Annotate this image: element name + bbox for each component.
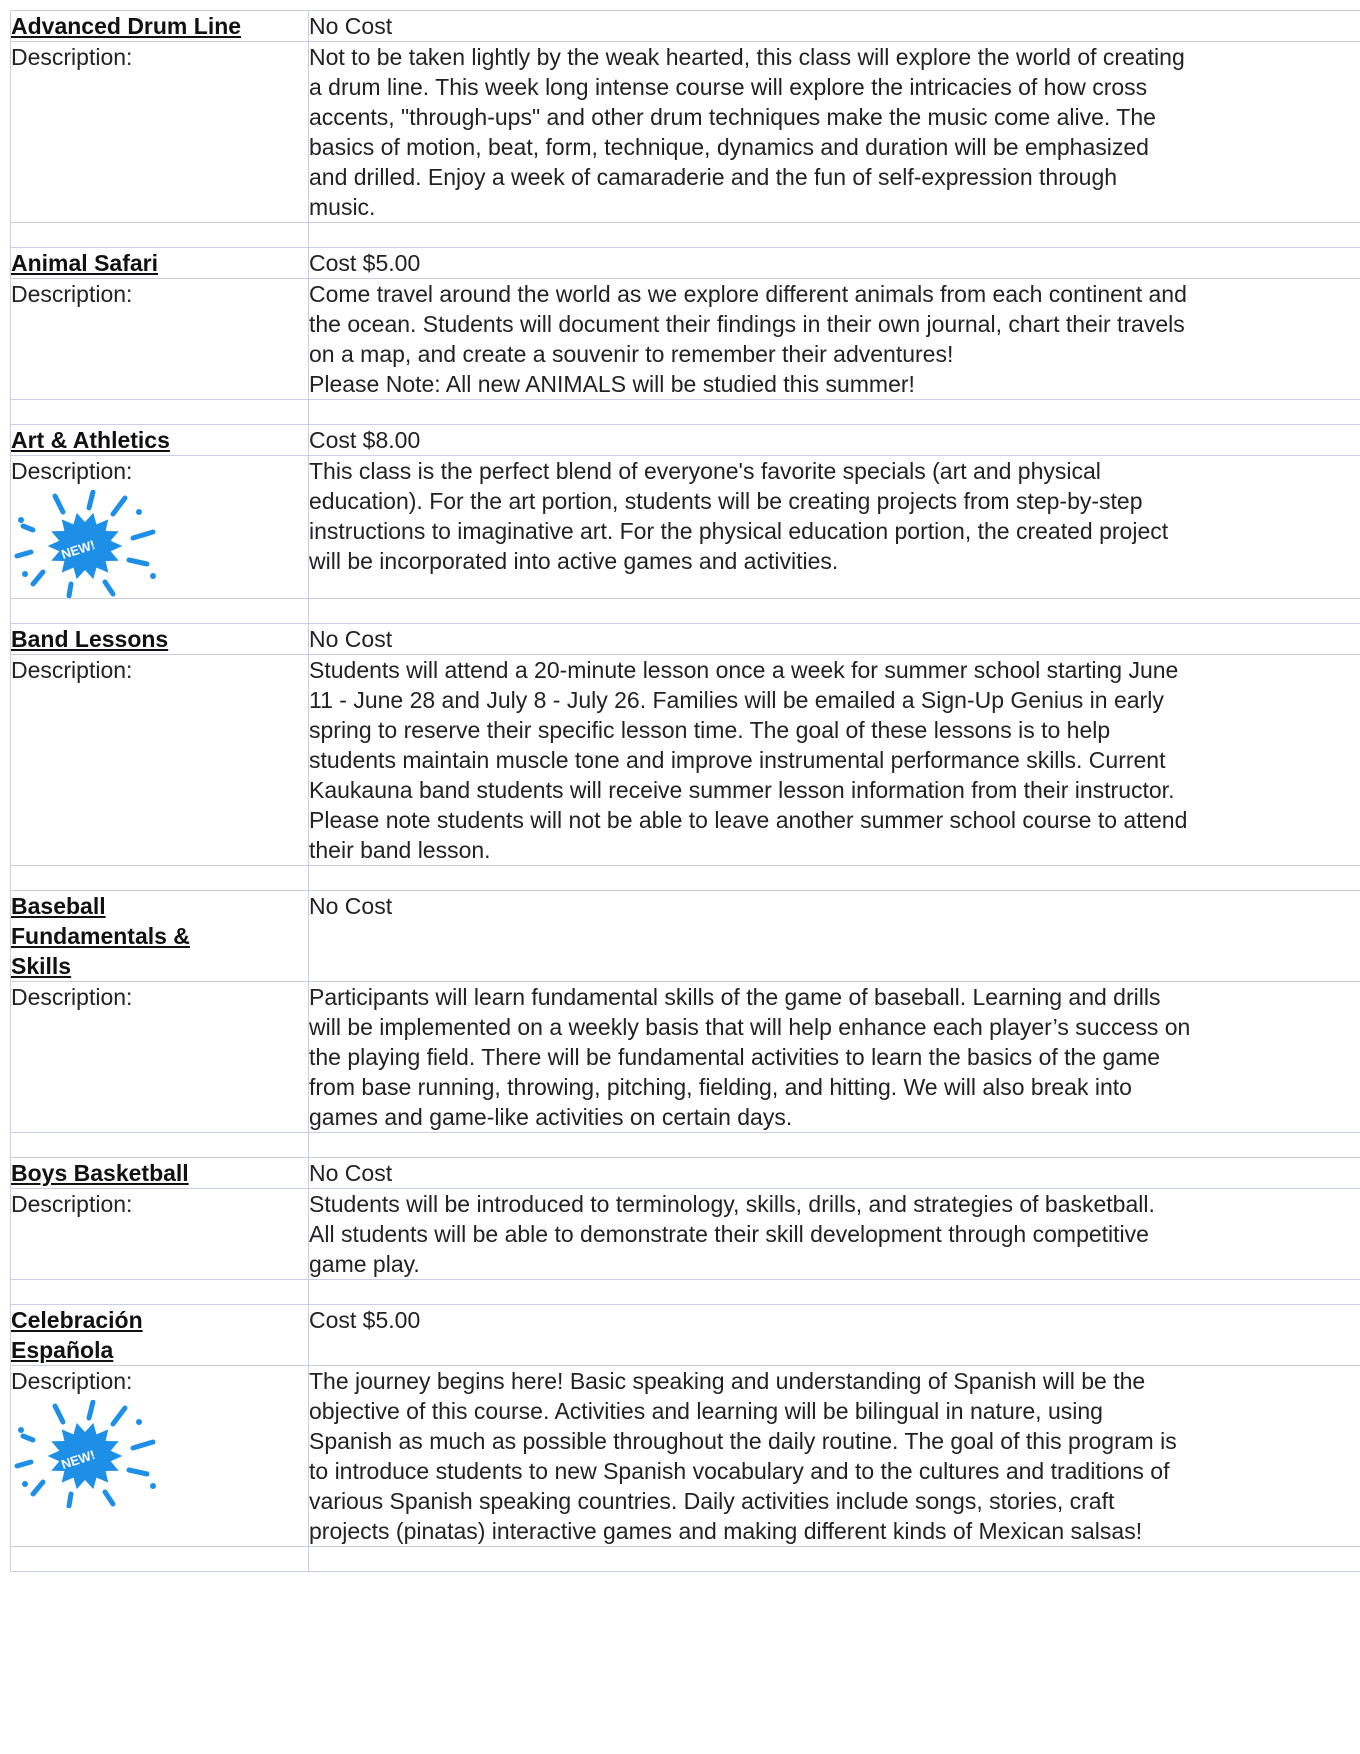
course-title-link[interactable]: Baseball (11, 893, 106, 919)
description-line: All students will be able to demonstrate their skill development through competitive (309, 1221, 1149, 1247)
course-cost: Cost $5.00 (309, 248, 1360, 279)
spacer-cell (11, 599, 309, 624)
description-label: Description: (11, 1368, 133, 1394)
description-line: Not to be taken lightly by the weak hearted, this class will explore the world of creating (309, 44, 1185, 70)
spacer-cell (11, 866, 309, 891)
course-header-row (11, 11, 1360, 42)
description-line: basics of motion, beat, form, technique, dynamics and duration will be emphasized (309, 134, 1149, 160)
course-title-cell (11, 1158, 309, 1189)
description-line: Students will be introduced to terminology, skills, drills, and strategies of basketball. (309, 1191, 1155, 1217)
spacer-row (11, 1280, 1360, 1305)
spacer-cell (11, 1133, 309, 1158)
course-description (309, 982, 1360, 1133)
description-label-cell (11, 456, 309, 599)
description-line: students maintain muscle tone and improve instrumental performance skills. Current (309, 747, 1166, 773)
course-title-cell (11, 11, 309, 42)
description-line: education). For the art portion, students will be creating projects from step-by-step (309, 488, 1143, 514)
course-cost: No Cost (309, 1158, 1360, 1189)
course-description-row (11, 279, 1360, 400)
spacer-cell (11, 223, 309, 248)
course-header-row (11, 891, 1360, 982)
description-line: to introduce students to new Spanish vocabulary and to the cultures and traditions of (309, 1458, 1170, 1484)
course-cost: No Cost (309, 624, 1360, 655)
spacer-row (11, 1133, 1360, 1158)
description-line: spring to reserve their specific lesson time. The goal of these lessons is to help (309, 717, 1111, 743)
description-label-cell (11, 982, 309, 1133)
description-line: the playing field. There will be fundamental activities to learn the basics of the game (309, 1044, 1161, 1070)
spacer-cell (11, 1547, 309, 1572)
course-description-row (11, 456, 1360, 599)
description-label-cell (11, 1189, 309, 1280)
course-title-cell (11, 1305, 309, 1366)
description-label-cell (11, 279, 309, 400)
spacer-row (11, 1547, 1360, 1572)
course-title-cell (11, 891, 309, 982)
description-line: and drilled. Enjoy a week of camaraderie and the fun of self-expression through (309, 164, 1118, 190)
description-line: Spanish as much as possible throughout the daily routine. The goal of this program is (309, 1428, 1177, 1454)
description-line: games and game-like activities on certain days. (309, 1104, 793, 1130)
course-title-link[interactable]: Advanced Drum Line (11, 13, 242, 39)
description-line: will be incorporated into active games and activities. (309, 548, 839, 574)
course-header-row (11, 1158, 1360, 1189)
course-description (309, 42, 1360, 223)
course-description (309, 655, 1360, 866)
course-cost: Cost $5.00 (309, 1305, 1360, 1366)
course-description (309, 456, 1360, 599)
course-table (10, 10, 1360, 1572)
course-catalog (10, 10, 1360, 1572)
course-title-link[interactable]: Boys Basketball (11, 1160, 189, 1186)
spacer-row (11, 866, 1360, 891)
description-label-cell (11, 1366, 309, 1547)
description-line: the ocean. Students will document their findings in their own journal, chart their travels (309, 311, 1185, 337)
description-label: Description: (11, 458, 133, 484)
course-title-link[interactable]: Celebración (11, 1307, 143, 1333)
course-title-link[interactable]: Band Lessons (11, 626, 169, 652)
course-title-link[interactable]: Fundamentals & (11, 923, 190, 949)
course-title-cell (11, 624, 309, 655)
course-description-row (11, 655, 1360, 866)
spacer-cell (309, 400, 1360, 425)
spacer-cell (309, 866, 1360, 891)
description-line: a drum line. This week long intense course will explore the intricacies of how cross (309, 74, 1148, 100)
description-line: various Spanish speaking countries. Daily activities include songs, stories, craft (309, 1488, 1115, 1514)
description-line: their band lesson. (309, 837, 491, 863)
description-label: Description: (11, 984, 133, 1010)
spacer-row (11, 400, 1360, 425)
spacer-cell (309, 599, 1360, 624)
description-line: The journey begins here! Basic speaking and understanding of Spanish will be the (309, 1368, 1146, 1394)
spacer-cell (309, 1133, 1360, 1158)
description-label: Description: (11, 1191, 133, 1217)
course-description-row (11, 982, 1360, 1133)
description-line: Kaukauna band students will receive summer lesson information from their instructor. (309, 777, 1175, 803)
course-title-cell (11, 425, 309, 456)
spacer-cell (11, 1280, 309, 1305)
description-line: This class is the perfect blend of everyone's favorite specials (art and physical (309, 458, 1101, 484)
new-splash-icon (13, 1400, 163, 1508)
description-line: music. (309, 194, 376, 220)
description-line: accents, "through-ups" and other drum techniques make the music come alive. The (309, 104, 1156, 130)
description-label-cell (11, 42, 309, 223)
course-title-link[interactable]: Española (11, 1337, 114, 1363)
course-description-row (11, 1366, 1360, 1547)
spacer-cell (11, 400, 309, 425)
course-header-row (11, 624, 1360, 655)
description-line: will be implemented on a weekly basis that will help enhance each player’s success on (309, 1014, 1191, 1040)
course-description (309, 1366, 1360, 1547)
course-description-row (11, 1189, 1360, 1280)
description-label: Description: (11, 281, 133, 307)
description-line: 11 - June 28 and July 8 - July 26. Families will be emailed a Sign-Up Genius in early (309, 687, 1164, 713)
course-title-link[interactable]: Skills (11, 953, 72, 979)
course-header-row (11, 425, 1360, 456)
description-line: Students will attend a 20-minute lesson once a week for summer school starting June (309, 657, 1179, 683)
course-title-link[interactable]: Art & Athletics (11, 427, 170, 453)
spacer-cell (309, 1547, 1360, 1572)
course-header-row (11, 1305, 1360, 1366)
course-description (309, 279, 1360, 400)
description-label-cell (11, 655, 309, 866)
course-header-row (11, 248, 1360, 279)
course-title-link[interactable]: Animal Safari (11, 250, 158, 276)
new-splash-icon (13, 490, 163, 598)
course-title-cell (11, 248, 309, 279)
course-description (309, 1189, 1360, 1280)
description-line: Please note students will not be able to leave another summer school course to attend (309, 807, 1188, 833)
course-cost: No Cost (309, 11, 1360, 42)
course-cost: Cost $8.00 (309, 425, 1360, 456)
description-line: projects (pinatas) interactive games and making different kinds of Mexican salsas! (309, 1518, 1143, 1544)
description-line: game play. (309, 1251, 420, 1277)
description-line: from base running, throwing, pitching, fielding, and hitting. We will also break into (309, 1074, 1132, 1100)
description-line: instructions to imaginative art. For the physical education portion, the created project (309, 518, 1169, 544)
description-label: Description: (11, 657, 133, 683)
spacer-row (11, 599, 1360, 624)
spacer-row (11, 223, 1360, 248)
description-label: Description: (11, 44, 133, 70)
course-description-row (11, 42, 1360, 223)
description-line: Please Note: All new ANIMALS will be studied this summer! (309, 371, 915, 397)
new-badge-text: NEW! (59, 537, 97, 563)
description-line: on a map, and create a souvenir to remember their adventures! (309, 341, 954, 367)
description-line: Come travel around the world as we explore different animals from each continent and (309, 281, 1187, 307)
description-line: Participants will learn fundamental skills of the game of baseball. Learning and drills (309, 984, 1161, 1010)
spacer-cell (309, 223, 1360, 248)
description-line: objective of this course. Activities and learning will be bilingual in nature, using (309, 1398, 1103, 1424)
course-table-body (11, 11, 1360, 1572)
spacer-cell (309, 1280, 1360, 1305)
course-cost: No Cost (309, 891, 1360, 982)
new-badge-text: NEW! (59, 1447, 97, 1473)
